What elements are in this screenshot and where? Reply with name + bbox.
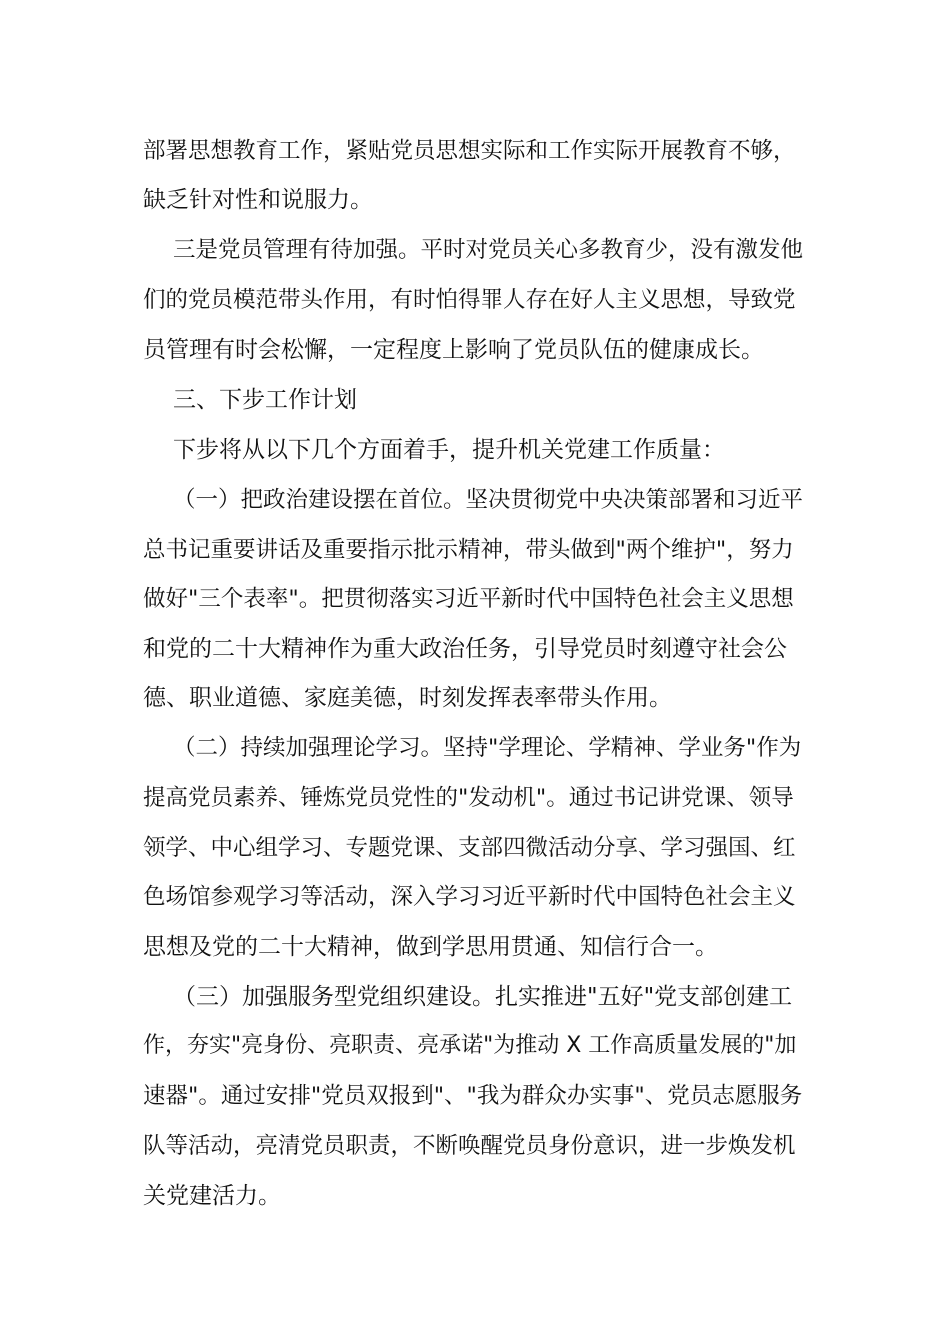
text-line: 缺乏针对性和说服力。: [143, 187, 373, 213]
text-line: 关党建活力。: [143, 1183, 281, 1209]
text-line: 色场馆参观学习等活动，深入学习习近平新时代中国特色社会主义: [143, 884, 796, 910]
text-line: 领学、中心组学习、专题党课、支部四微活动分享、学习强国、红: [143, 835, 796, 861]
text-line: 队等活动，亮清党员职责，不断唤醒党员身份意识，进一步焕发机: [143, 1133, 796, 1159]
text-line: 德、职业道德、家庭美德，时刻发挥表率带头作用。: [143, 685, 672, 711]
text-line: 和党的二十大精神作为重大政治任务，引导党员时刻遵守社会公: [143, 636, 787, 662]
text-line: 员管理有时会松懈，一定程度上影响了党员队伍的健康成长。: [143, 337, 764, 363]
section-heading: 三、下步工作计划: [173, 387, 357, 413]
text-line: 做好"三个表率"。把贯彻落实习近平新时代中国特色社会主义思想: [143, 586, 794, 612]
text-line: （二）持续加强理论学习。坚持"学理论、学精神、学业务"作为: [173, 735, 802, 761]
text-line: 提高党员素养、锤炼党员党性的"发动机"。通过书记讲党课、领导: [143, 785, 794, 811]
text-line: 作，夯实"亮身份、亮职责、亮承诺"为推动 X 工作高质量发展的"加: [143, 1033, 797, 1058]
text-line: 速器"。通过安排"党员双报到"、"我为群众办实事"、党员志愿服务: [143, 1083, 803, 1109]
text-line: （一）把政治建设摆在首位。坚决贯彻党中央决策部署和习近平: [173, 487, 804, 513]
text-line: 总书记重要讲话及重要指示批示精神，带头做到"两个维护"，努力: [143, 537, 794, 563]
text-line: 下步将从以下几个方面着手，提升机关党建工作质量：: [173, 437, 725, 463]
text-line: 们的党员模范带头作用，有时怕得罪人存在好人主义思想，导致党: [143, 287, 796, 313]
text-line: 思想及党的二十大精神，做到学思用贯通、知信行合一。: [143, 934, 718, 960]
text-line: 三是党员管理有待加强。平时对党员关心多教育少，没有激发他: [173, 237, 804, 263]
text-line: 部署思想教育工作，紧贴党员思想实际和工作实际开展教育不够，: [143, 138, 796, 164]
text-line: （三）加强服务型党组织建设。扎实推进"五好"党支部创建工: [173, 984, 793, 1010]
